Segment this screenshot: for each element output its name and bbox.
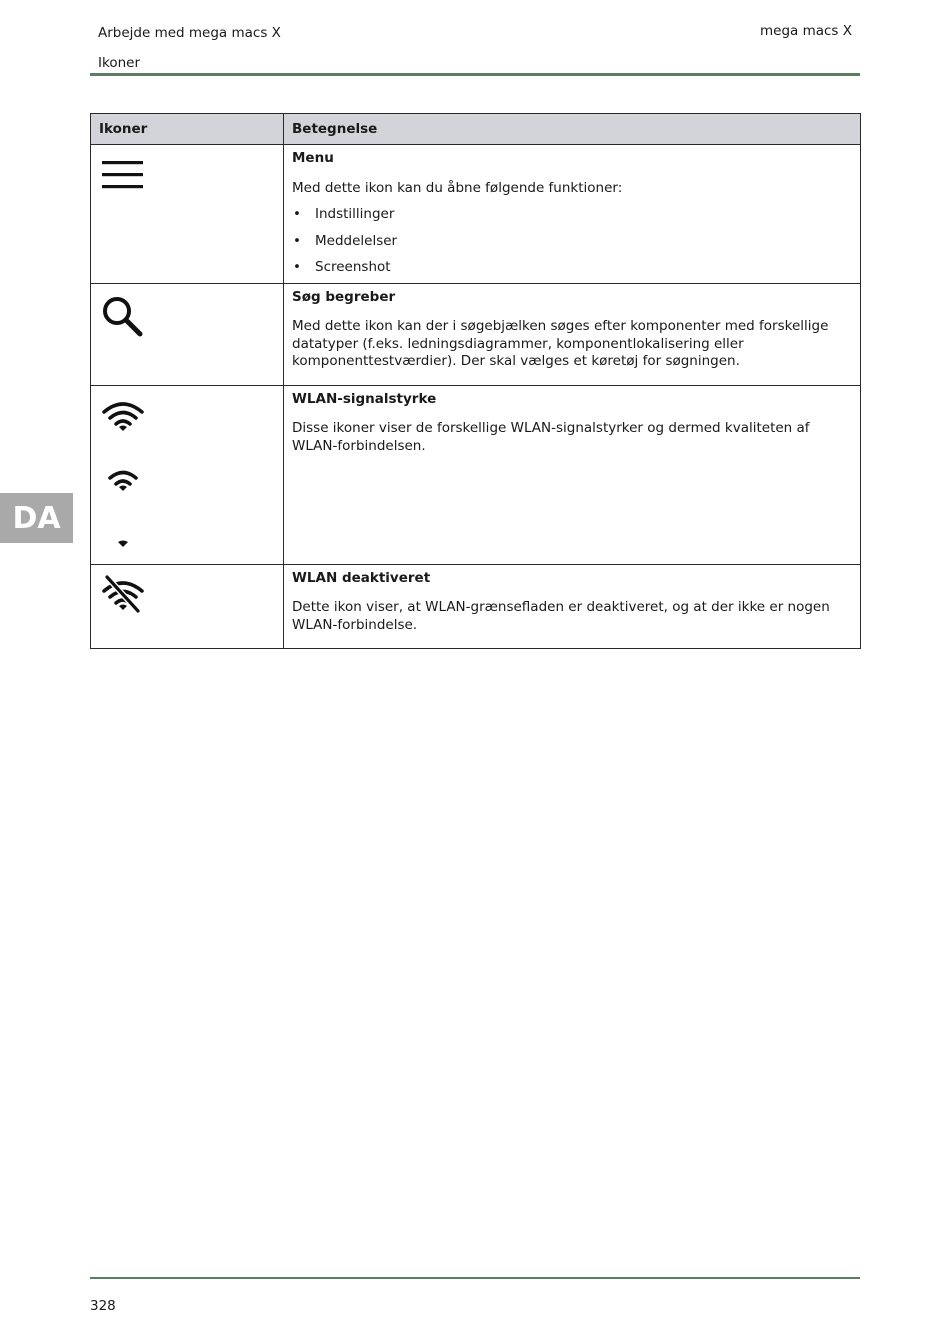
wifi-medium-icon: [102, 468, 144, 492]
function-list: [292, 206, 852, 277]
language-tab: [0, 493, 73, 543]
search-icon: [102, 296, 144, 338]
entry-title: WLAN deaktiveret: [292, 569, 431, 586]
table-row: [91, 145, 861, 284]
language-tab-label: DA: [12, 500, 61, 536]
description-cell: [284, 564, 861, 649]
page-number: 328: [90, 1298, 116, 1314]
description-cell: [284, 283, 861, 385]
chapter-title: Arbejde med mega macs X: [98, 25, 281, 41]
table-row: [91, 385, 861, 564]
entry-description: Dette ikon viser, at WLAN-grænsefladen er deaktiveret, og at der ikke er nogen WLAN-forbindelse.: [292, 599, 830, 633]
product-name: mega macs X: [759, 23, 852, 39]
footer-divider: [90, 1277, 860, 1279]
entry-title: Menu: [292, 150, 334, 166]
table-row: [91, 564, 861, 649]
menu-icon: [102, 161, 144, 191]
description-cell: [284, 385, 861, 564]
column-header-icons: Ikoner: [91, 114, 284, 145]
icon-cell: [91, 564, 284, 649]
header-divider: [90, 73, 860, 76]
description-cell: [284, 145, 861, 284]
wifi-off-icon: [102, 575, 144, 613]
icon-cell: [91, 283, 284, 385]
list-item: • Meddelelser: [292, 233, 852, 251]
list-item: • Screenshot: [292, 259, 852, 277]
column-header-designation: Betegnelse: [284, 114, 861, 145]
wifi-weak-icon: [102, 538, 144, 550]
list-item: • Indstillinger: [292, 206, 852, 224]
icon-cell: [91, 385, 284, 564]
section-title: Ikoner: [98, 55, 140, 71]
entry-description: Disse ikoner viser de forskellige WLAN-signalstyrker og dermed kvaliteten af WLAN-forbindelsen.: [292, 420, 810, 454]
icon-cell: [91, 145, 284, 284]
icons-table: [90, 113, 861, 649]
entry-title: WLAN-signalstyrke: [292, 390, 437, 407]
wifi-strong-icon: [102, 400, 144, 432]
table-row: [91, 283, 861, 385]
entry-description: Med dette ikon kan du åbne følgende funktioner:: [292, 179, 623, 196]
entry-description: Med dette ikon kan der i søgebjælken søges efter komponenter med forskellige datatyper (f.eks. ledningsdiagrammer, komponentlokalisering eller komponenttestværdier). Der skal vælges et køretøj for søgningen.: [292, 318, 829, 369]
entry-title: Søg begreber: [292, 288, 396, 305]
table-header-row: [91, 114, 861, 145]
